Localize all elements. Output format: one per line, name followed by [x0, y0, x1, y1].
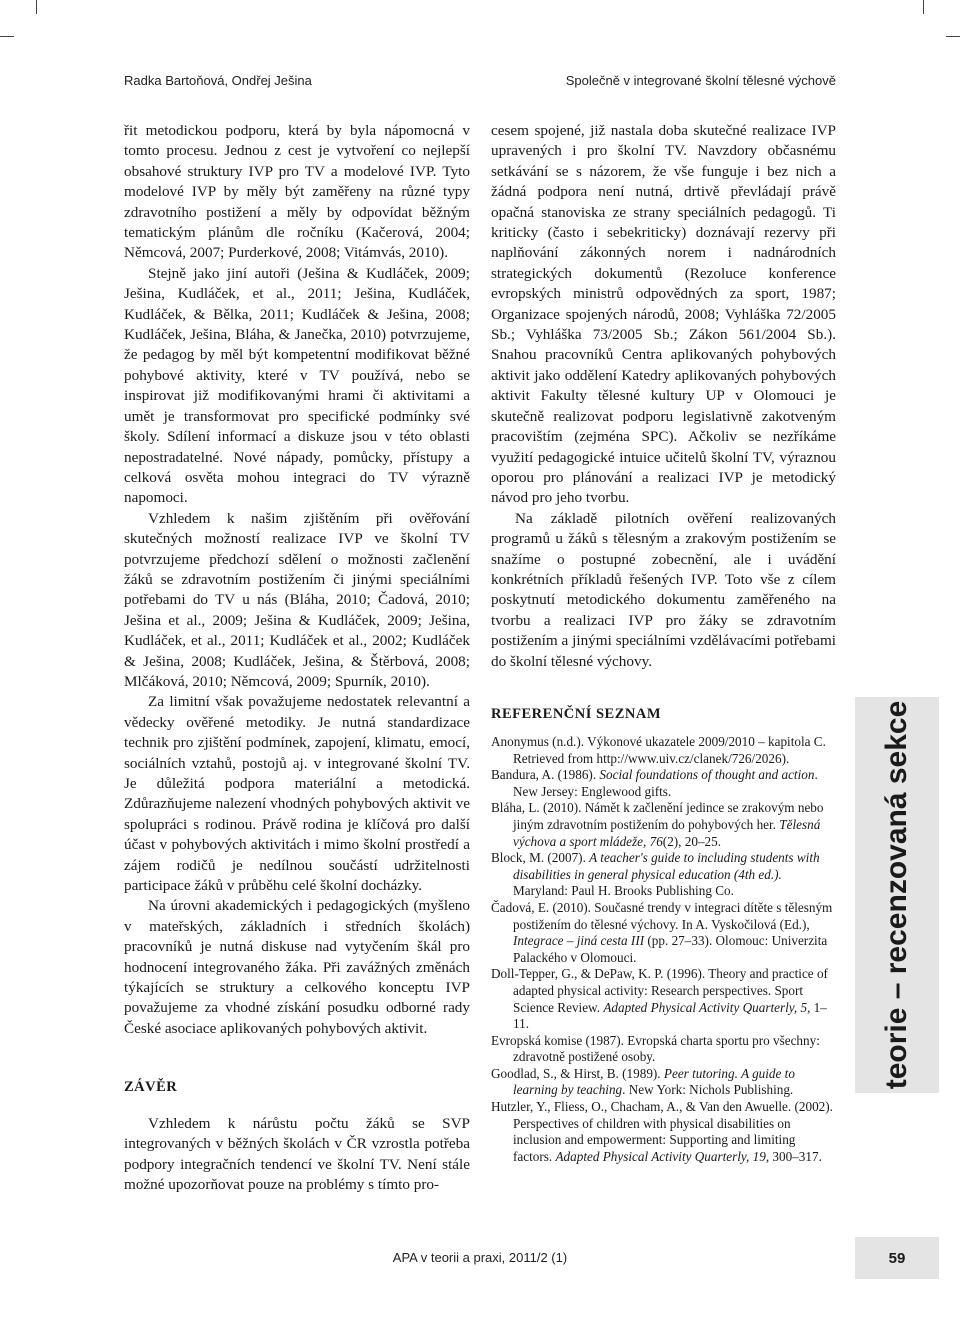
ref-text: Bandura, A. (1986). [491, 767, 600, 783]
ref-italic: Peer tutoring. A guide to learning by teaching [513, 1065, 795, 1098]
section-heading-references: REFERENČNÍ SEZNAM [491, 705, 662, 722]
ref-italic: Adapted Physical Activity Quarterly, 19 [555, 1148, 766, 1164]
ref-italic: Tělesná výchova a sport mládeže, 76 [513, 816, 821, 849]
crop-mark [0, 36, 14, 37]
section-heading-conclusion: ZÁVĚR [124, 1079, 178, 1096]
header-title: Společně v integrované školní tělesné výchově [565, 73, 836, 88]
reference-item [491, 850, 836, 900]
ref-text: Bláha, L. (2010). Námět k začlenění jedince se zrakovým nebo jiným zdravotním postižením do pohybových her. [491, 800, 824, 832]
paragraph: Vzhledem k našim zjištěním při ověřování skutečných možností realizace IVP ve školní TV potvrzujeme předchozí sdělení o možnosti začlenění žáků se zdravotním postižením či jinými speciálními potřebami do TV u nás (Bláha, 2010; Čadová, 2010; Ješina et al., 2009; Ješina & Kudláček, 2009; Ješina, Kudláček, et al., 2011; Kudláček et al., 2002; Kudláček & Ješina, 2008; Kudláček, Ješina, & Štěrbová, 2008; Mlčáková, 2010; Němcová, 2009; Spurník, 2010). [124, 509, 470, 690]
left-column [124, 121, 470, 1195]
crop-mark [946, 36, 960, 37]
ref-text: Anonymus (n.d.). Výkonové ukazatele 2009/2010 – kapitola C. Retrieved from http://www.uiv.cz/clanek/726/2026). [491, 734, 826, 766]
page-number: 59 [855, 1237, 939, 1279]
ref-italic: Social foundations of thought and action [599, 767, 815, 783]
reference-item [491, 767, 836, 800]
paragraph: Stejně jako jiní autoři (Ješina & Kudláček, 2009; Ješina, Kudláček, et al., 2011; Ješina, Kudláček, Kudláček, & Bělka, 2011; Kudláček & Ješina, 2008; Kudláček, Ješina, Bláha, & Janečka, 2010) potvrzujeme, že pedagog by měl být kompetentní modifikovat běžné pohybové aktivity, které v TV používá, nebo se inspirovat již modifikovanými hrami či aktivitami a umět je transformovat pro specifické podmínky své školy. Sdílení informací a diskuze jsou v této oblasti nepostradatelné. Nové nápady, pomůcky, přístupy a celková osvěta mohou integraci do TV výrazně napomoci. [124, 264, 470, 507]
ref-text: Goodlad, S., & Hirst, B. (1989). [491, 1065, 664, 1081]
paragraph: Na úrovni akademických i pedagogických (myšleno v mateřských, základních i středních školách) pracovníků je nutná diskuse nad vytyčením škál pro hodnocení integrovaného žáka. Při zavážných změnách týkajících se struktury a celkového konceptu IVP považujeme za vhodné získání posudku odborné rady České asociace aplikovaných pohybových aktivit. [124, 897, 470, 1037]
ref-text: Block, M. (2007). [491, 850, 590, 866]
ref-text: Hutzler, Y., Fliess, O., Chacham, A., & Van den Awuelle. (2002). Perspectives of children with physical disabilities on inclusion and empowerment: Supporting and limiting factors. [491, 1099, 833, 1164]
ref-italic: A teacher's guide to including students with disabilities in general physical education (4th ed.). [513, 850, 820, 882]
right-column [491, 121, 836, 724]
ref-text: Čadová, E. (2010). Současné trendy v integraci dítěte s tělesným postižením do tělesné výchovy. In A. Vyskočilová (Ed.), [491, 899, 833, 932]
ref-tail: (pp. 27–33). Olomouc: Univerzita Palackého v Olomouci. [513, 933, 828, 965]
ref-tail: 1–11. [513, 999, 827, 1032]
ref-italic: Adapted Physical Activity Quarterly, 5, [603, 999, 811, 1015]
paragraph: cesem spojené, již nastala doba skutečné realizace IVP upravených i pro školní TV. Navzdory občasnému setkávání se s názorem, že vše funguje i bez nich a žádná podpora není nutná, drtivě převládají právě opačná stanoviska ze strany speciálních pedagogů. Ti kriticky (často i sebekriticky) doznávají rezervy při naplňování zákonných norem i nadnárodních strategických dokumentů (Rezoluce konference evropských ministrů odpovědných za sport, 1987; Organizace spojených národů, 2008; Vyhláška 72/2005 Sb.; Vyhláška 73/2005 Sb.; Zákon 561/2004 Sb.). Snahou pracovníků Centra aplikovaných pohybových aktivit jako oddělení Katedry aplikovaných pohybových aktivit Fakulty tělesné kultury UP v Olomouci je skutečně realizovat podporu legislativně zakotveným pracovištím (zejména SPC). Ačkoliv se nezříkáme využití pedagogické intuice učitelů školní TV, výraznou oporou pro plánování a realizaci IVP je metodický návod pro jeho tvorbu. [491, 122, 836, 507]
reference-item [491, 900, 836, 966]
ref-tail: Maryland: Paul H. Brooks Publishing Co. [513, 883, 734, 899]
reference-item [491, 1066, 836, 1099]
crop-mark [36, 0, 37, 14]
section-sidebar [855, 697, 939, 1093]
reference-list [491, 734, 836, 1165]
ref-text: Doll-Tepper, G., & DePaw, K. P. (1996). Theory and practice of adapted physical activity: Research perspectives. Sport Science Review. [491, 966, 828, 1015]
footer-journal: APA v teorii a praxi, 2011/2 (1) [392, 1250, 568, 1265]
ref-tail: (2), 20–25. [662, 833, 722, 849]
paragraph: Na základě pilotních ověření realizovaných programů u žáků s tělesným a zrakovým postižením se snažíme o postupné zobecnění, ale i uvádění konkrétních příkladů řešených IVP. Toto vše z cílem poskytnutí metodického dokumentu zaměřeného na tvorbu a realizaci IVP pro žáky se zdravotním postižením a jinými speciálními vzdělávacími potřebami do školní tělesné výchovy. [491, 509, 836, 670]
ref-text: Evropská komise (1987). Evropská charta sportu pro všechny: zdravotně postižené osoby. [491, 1032, 820, 1065]
sidebar-label: teorie – recenzovaná sekce [880, 700, 913, 1090]
ref-tail: . New Jersey: Englewood gifts. [513, 767, 818, 799]
ref-tail: . New York: Nichols Publishing. [622, 1082, 794, 1098]
paragraph: Vzhledem k nárůstu počtu žáků se SVP integrovaných v běžných školách v ČR vzrostla potřeba podpory integračních tendencí ve školní TV. Není stále možné upozorňovat pouze na problémy s tímto pro- [124, 1114, 470, 1193]
paragraph: řit metodickou podporu, která by byla nápomocná v tomto procesu. Jednou z cest je vytvoření co nejlepší obsahové struktury IVP pro TV a modelové IVP. Tyto modelové IVP by měly být zaměřeny na různé typy zdravotního postižení a měly by odpovídat běžným tematickým plánům dle ročníku (Kačerová, 2004; Němcová, 2007; Purderkové, 2008; Vitámvás, 2010). [124, 122, 470, 262]
reference-item [491, 966, 836, 1032]
reference-item [491, 1099, 836, 1165]
reference-item [491, 734, 836, 767]
ref-italic: Integrace – jiná cesta III [513, 933, 645, 949]
header-authors: Radka Bartoňová, Ondřej Ješina [124, 73, 312, 88]
reference-item [491, 800, 836, 850]
crop-mark [923, 0, 924, 14]
ref-tail: , 300–317. [765, 1148, 822, 1164]
paragraph: Za limitní však považujeme nedostatek relevantní a vědecky ověřené metodiky. Je nutná standardizace technik pro zjištění podmínek, zapojení, klimatu, emocí, sociálních vztahů, postojů aj. v integrované školní TV. Je důležitá podpora materiální a metodická. Zdůrazňujeme nalezení vhodných pohybových aktivit ve spolupráci s rodinou. Právě rodina je klíčová pro další účast v pohybových aktivitách i mimo školní prostředí a zájem rodičů je nedílnou součástí udržitelnosti participace žáků v průběhu celé školní docházky. [124, 693, 470, 895]
reference-item [491, 1033, 836, 1066]
